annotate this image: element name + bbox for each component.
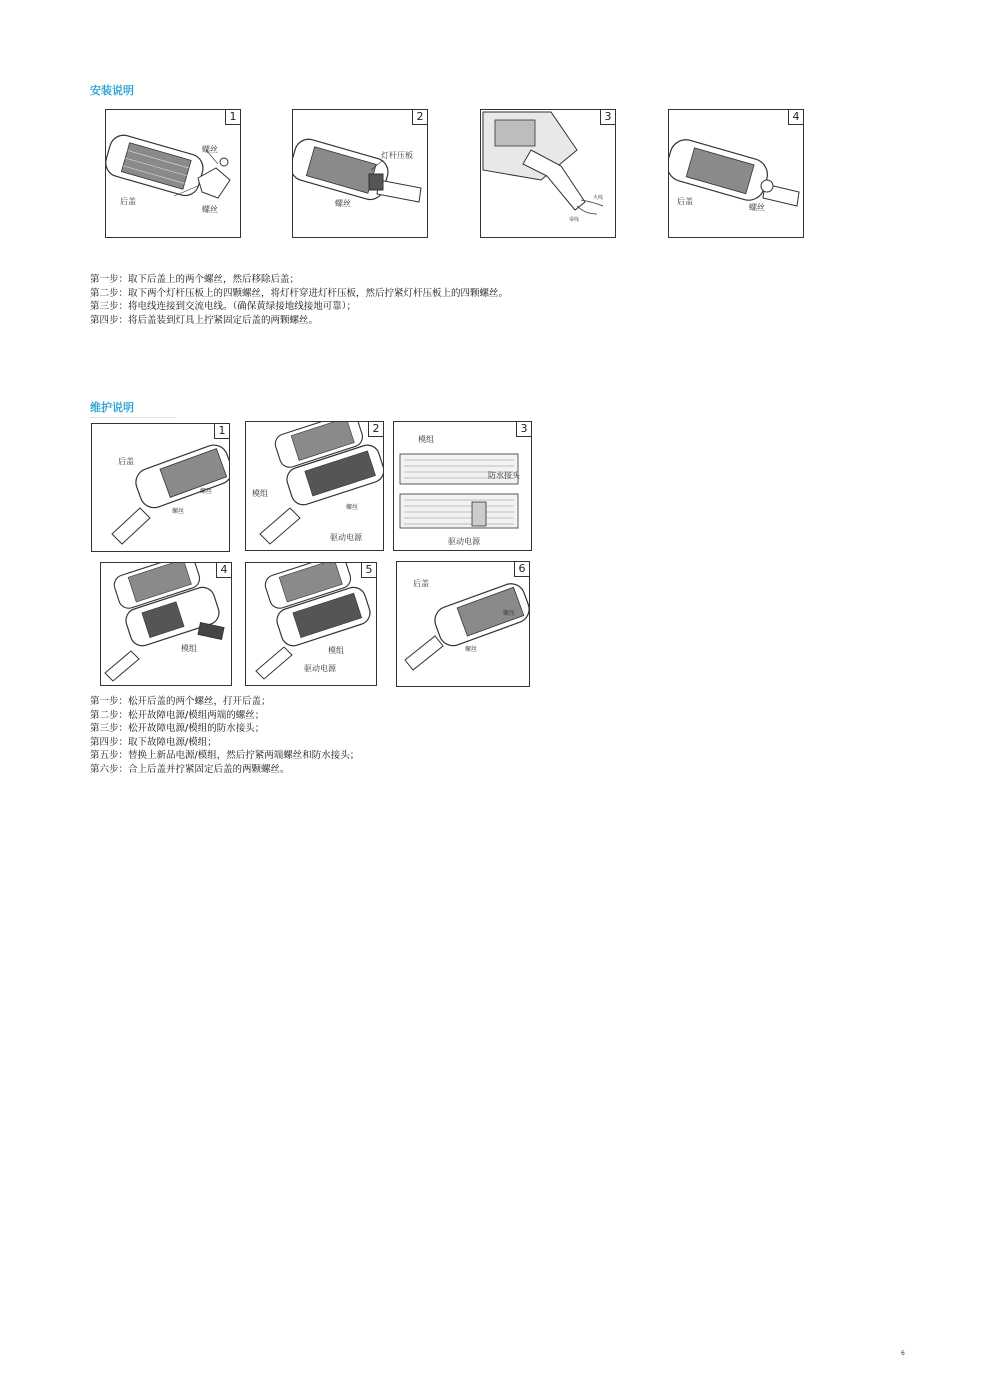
- panel-number: 3: [600, 110, 615, 125]
- callout-label: 零线: [569, 217, 580, 223]
- callout-label: 螺丝: [335, 199, 351, 208]
- maintain-panel-5: [245, 562, 377, 686]
- step-line: 第五步：替换上新品电源/模组，然后拧紧两端螺丝和防水接头；: [90, 750, 360, 762]
- callout-label: 螺丝: [749, 203, 765, 212]
- install-panel-2: [292, 109, 428, 238]
- step-line: 第三步：将电线连接到交流电线。（确保黄绿接地线接地可靠）；: [90, 301, 357, 313]
- step-line: 第三步：松开故障电源/模组的防水接头；: [90, 723, 265, 735]
- callout-label: 螺丝: [503, 610, 516, 617]
- callout-label: 后盖: [120, 197, 136, 206]
- callout-label: 防水接头: [488, 471, 520, 480]
- callout-label: 螺丝: [202, 205, 218, 214]
- step-line: 第一步：取下后盖上的两个螺丝，然后移除后盖；: [90, 274, 300, 285]
- install-panel-1: [105, 109, 241, 238]
- callout-label: 后盖: [677, 197, 693, 206]
- maintain-steps: [90, 695, 359, 777]
- maintain-panel-2: [245, 421, 384, 551]
- panel-number: 1: [214, 424, 229, 439]
- callout-label: 螺丝: [202, 145, 218, 154]
- panel-number: 4: [788, 110, 803, 125]
- panel-number: 5: [361, 563, 376, 578]
- module-detail-illustration: [394, 422, 531, 550]
- panel-number: 4: [216, 563, 231, 578]
- callout-label: 后盖: [118, 457, 134, 466]
- callout-label: 后盖: [413, 579, 429, 588]
- step-line: 第一步：松开后盖的两个螺丝，打开后盖；: [90, 696, 271, 707]
- maintain-panel-3: [393, 421, 532, 551]
- maintain-panel-6: [396, 561, 530, 687]
- callout-label: 模组: [181, 644, 197, 653]
- lamp-illustration: [669, 110, 803, 237]
- callout-label: 螺丝: [172, 508, 185, 515]
- callout-label: 螺丝: [200, 488, 213, 495]
- install-title: 安装说明: [90, 84, 134, 97]
- page-number: 6: [901, 1350, 905, 1357]
- callout-label: 模组: [252, 489, 268, 498]
- lamp-illustration: [106, 110, 240, 237]
- callout-label: 驱动电源: [448, 537, 480, 546]
- callout-label: 螺丝: [346, 504, 359, 511]
- maintain-panel-4: [100, 562, 232, 686]
- install-panel-4: [668, 109, 804, 238]
- panel-number: 3: [516, 422, 531, 437]
- panel-number: 1: [225, 110, 240, 125]
- maintain-panel-1: [91, 423, 230, 552]
- maintain-title: 维护说明: [90, 401, 134, 414]
- install-steps: [90, 273, 508, 327]
- step-line: 第四步：将后盖装到灯具上拧紧固定后盖的两颗螺丝。: [90, 314, 319, 326]
- callout-label: 螺丝: [465, 646, 478, 653]
- wiring-illustration: [481, 110, 615, 237]
- lamp-open-illustration: [101, 563, 231, 685]
- callout-label: 火线: [593, 195, 604, 201]
- callout-label: 模组: [418, 435, 434, 444]
- callout-label: 驱动电源: [304, 664, 336, 673]
- step-line: 第四步：取下故障电源/模组；: [90, 736, 217, 748]
- panel-number: 2: [368, 422, 383, 437]
- callout-label: 驱动电源: [330, 533, 362, 542]
- step-line: 第二步：取下两个灯杆压板上的四颗螺丝，将灯杆穿进灯杆压板，然后拧紧灯杆压板上的四颗螺丝。: [90, 287, 509, 299]
- callout-label: 灯杆压板: [381, 151, 413, 160]
- lamp-illustration: [293, 110, 427, 237]
- panel-number: 6: [514, 562, 529, 577]
- callout-label: 模组: [328, 646, 344, 655]
- step-line: 第六步：合上后盖并拧紧固定后盖的两颗螺丝。: [90, 763, 290, 775]
- step-line: 第二步：松开故障电源/模组两端的螺丝；: [90, 709, 265, 721]
- install-panel-3: [480, 109, 616, 238]
- title-underline: [90, 417, 176, 418]
- lamp-open-illustration: [246, 422, 383, 550]
- panel-number: 2: [412, 110, 427, 125]
